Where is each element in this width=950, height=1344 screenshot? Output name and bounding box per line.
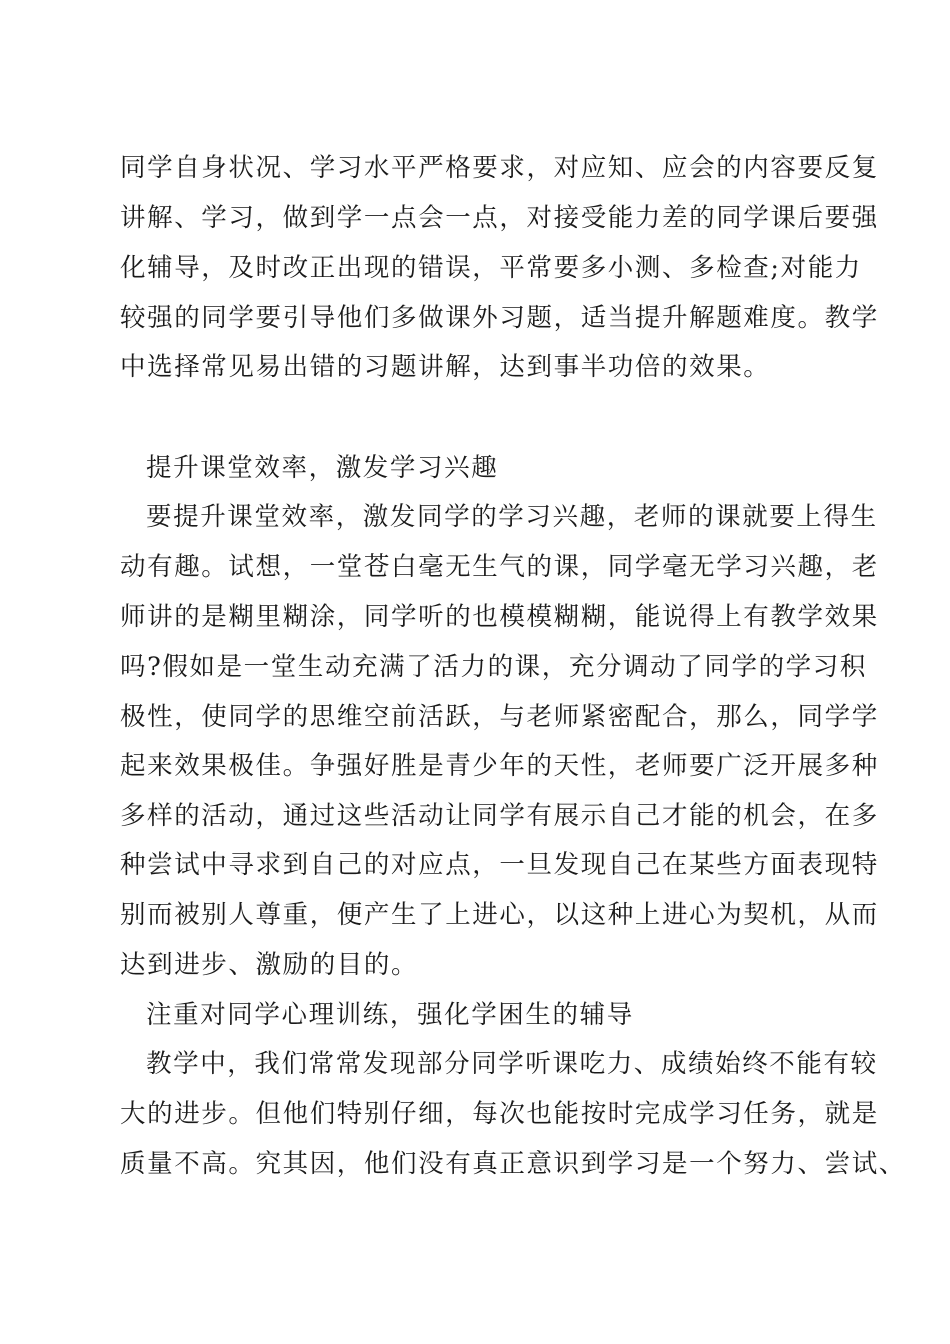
paragraph-1-line-5: 中选择常见易出错的习题讲解，达到事半功倍的效果。 xyxy=(120,352,771,382)
paragraph-2-line-9: 别而被别人尊重，便产生了上进心，以这种上进心为契机，从而 xyxy=(120,900,879,930)
paragraph-2-line-4: 吗?假如是一堂生动充满了活力的课，充分调动了同学的学习积 xyxy=(120,652,867,682)
paragraph-1-line-3: 化辅导，及时改正出现的错误，平常要多小测、多检查;对能力 xyxy=(120,253,862,283)
paragraph-2-line-1: 要提升课堂效率，激发同学的学习兴趣，老师的课就要上得生 xyxy=(146,502,878,532)
paragraph-3-line-3: 质量不高。究其因，他们没有真正意识到学习是一个努力、尝试、 xyxy=(120,1149,906,1179)
paragraph-3-line-1: 教学中，我们常常发现部分同学听课吃力、成绩始终不能有较 xyxy=(146,1049,878,1079)
section-heading-2: 注重对同学心理训练，强化学困生的辅导 xyxy=(146,1000,634,1030)
paragraph-2-line-3: 师讲的是糊里糊涂，同学听的也模模糊糊，能说得上有教学效果 xyxy=(120,602,879,632)
paragraph-2-line-8: 种尝试中寻求到自己的对应点，一旦发现自己在某些方面表现特 xyxy=(120,850,879,880)
paragraph-2-line-7: 多样的活动，通过这些活动让同学有展示自己才能的机会，在多 xyxy=(120,801,879,831)
paragraph-2-line-2: 动有趣。试想，一堂苍白毫无生气的课，同学毫无学习兴趣，老 xyxy=(120,552,879,582)
paragraph-3-line-2: 大的进步。但他们特别仔细，每次也能按时完成学习任务，就是 xyxy=(120,1099,879,1129)
paragraph-2-line-5: 极性，使同学的思维空前活跃，与老师紧密配合，那么，同学学 xyxy=(120,702,879,732)
section-heading-1: 提升课堂效率，激发学习兴趣 xyxy=(146,453,499,483)
paragraph-1-line-4: 较强的同学要引导他们多做课外习题，适当提升解题难度。教学 xyxy=(120,303,879,333)
paragraph-1-line-1: 同学自身状况、学习水平严格要求，对应知、应会的内容要反复 xyxy=(120,153,879,183)
paragraph-2-line-6: 起来效果极佳。争强好胜是青少年的天性，老师要广泛开展多种 xyxy=(120,751,879,781)
paragraph-1-line-2: 讲解、学习，做到学一点会一点，对接受能力差的同学课后要强 xyxy=(120,203,879,233)
paragraph-2-line-10: 达到进步、激励的目的。 xyxy=(120,950,419,980)
